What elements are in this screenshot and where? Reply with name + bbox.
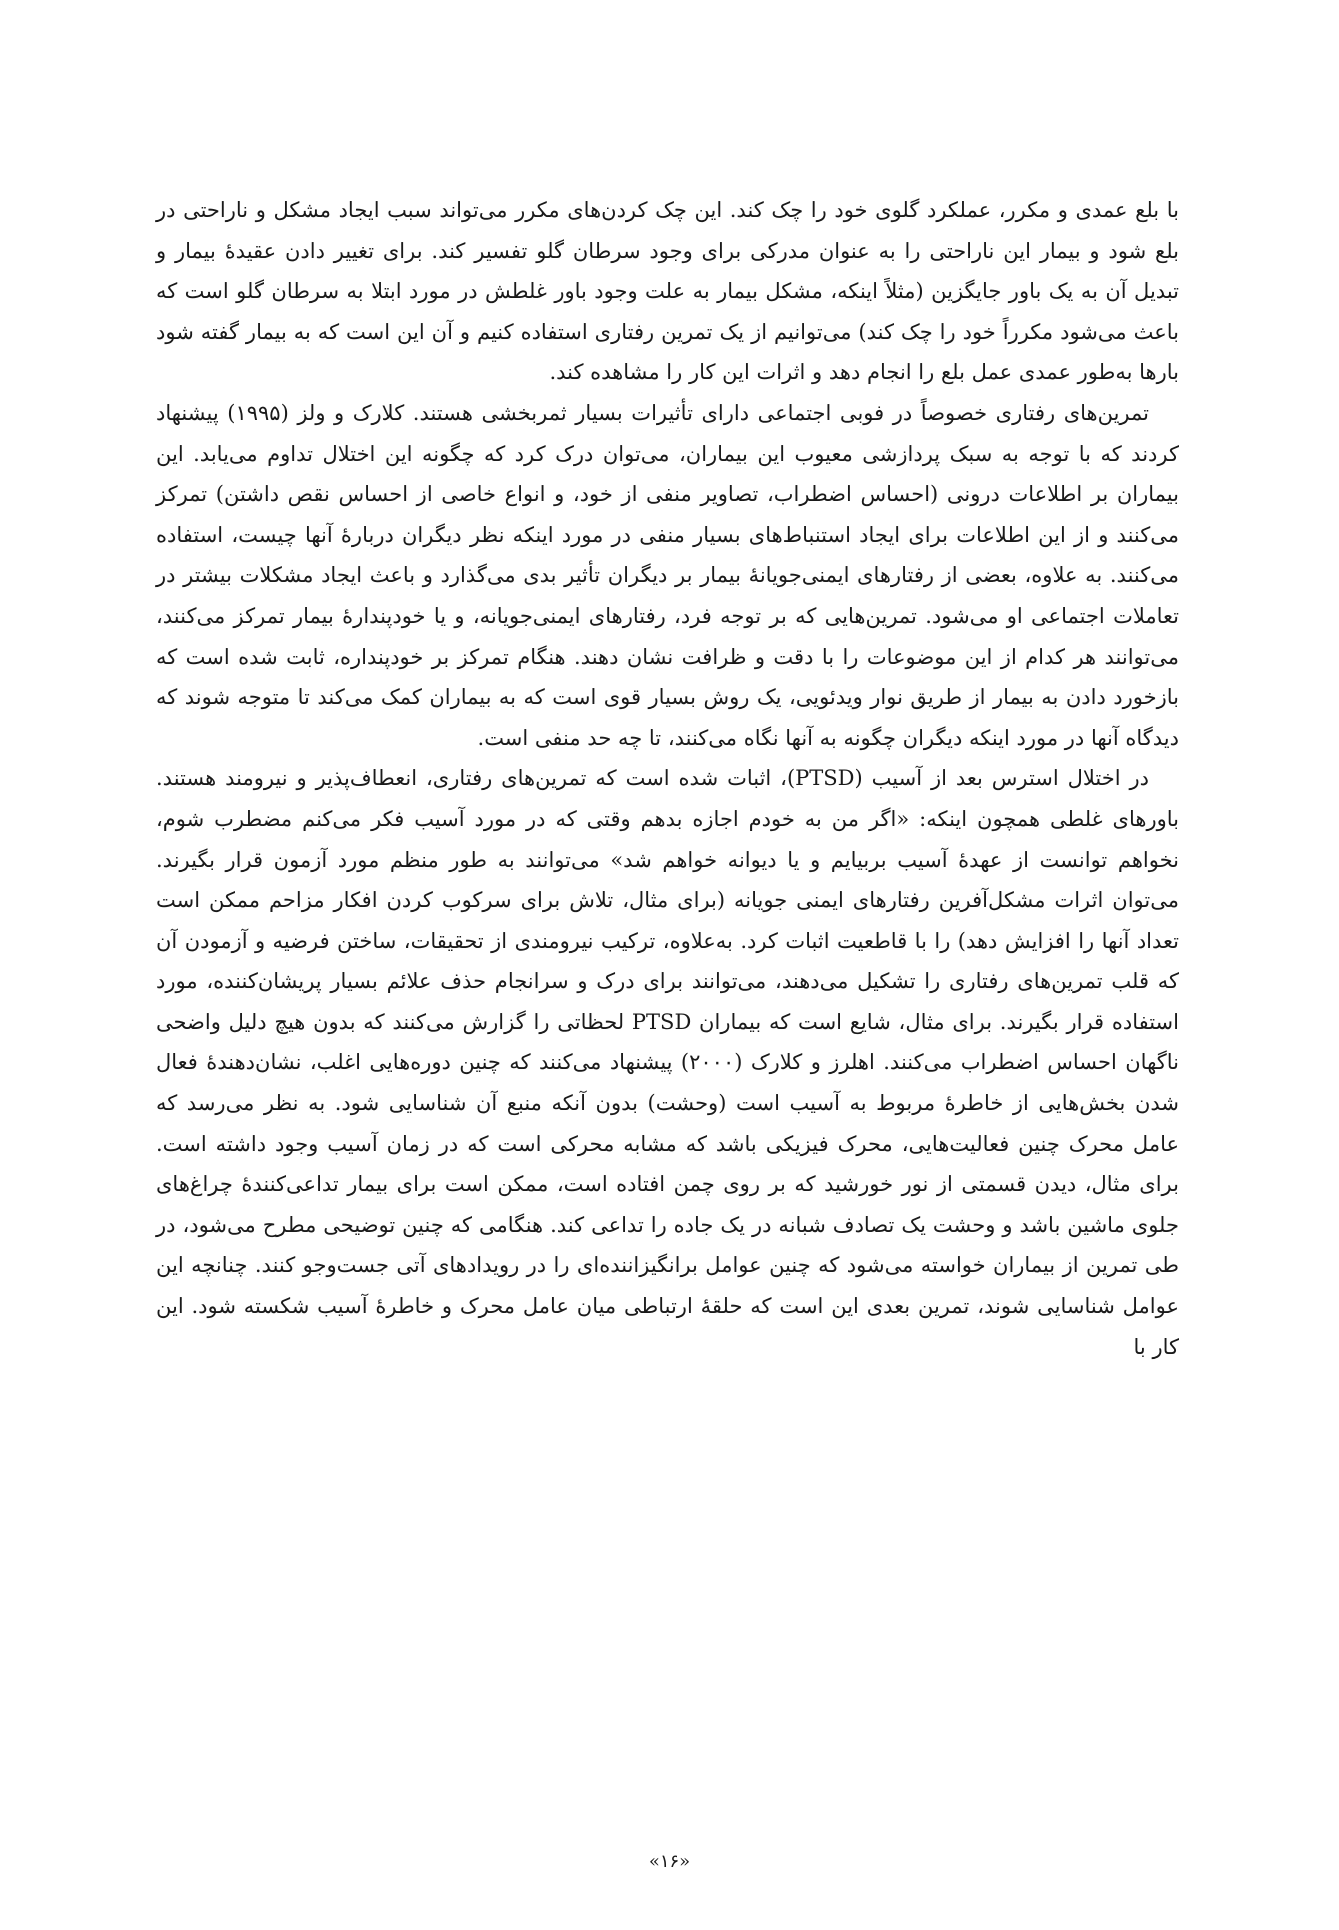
paragraph-ptsd: در اختلال استرس بعد از آسیب (PTSD)، اثبات شده است که تمرین‌های رفتاری، انعطاف‌پذیر و نیرومند هستند. باورهای غلطی همچون اینکه: «اگر من به خودم اجازه بدهم وقتی که در مورد آسیب فکر می‌کنم مضطرب شوم، نخواهم توانست از عهدهٔ آسیب بربیایم و یا دیوانه خواهم شد» می‌توانند به طور منظم مورد آزمون قرار بگیرند. می‌توان اثرات مشکل‌آفرین رفتارهای ایمنی جویانه (برای مثال، تلاش برای سرکوب کردن افکار مزاحم ممکن است تعداد آنها را افزایش دهد) را با قاطعیت اثبات کرد. به‌علاوه، ترکیب نیرومندی از تحقیقات، ساختن فرضیه و آزمودن آن که قلب تمرین‌های رفتاری را تشکیل می‌دهند، می‌توانند برای درک و سرانجام حذف علائم بسیار پریشان‌کننده، مورد استفاده قرار بگیرند. برای مثال، شایع است که بیماران PTSD لحظاتی را گزارش می‌کنند که بدون هیچ دلیل واضحی ناگهان احساس اضطراب می‌کنند. اهلرز و کلارک (۲۰۰۰) پیشنهاد می‌کنند که چنین دوره‌هایی اغلب، نشان‌دهندهٔ فعال شدن بخش‌هایی از خاطرهٔ مربوط به آسیب است (وحشت) بدون آنکه منبع آن شناسایی شود. به نظر می‌رسد که عامل محرک چنین فعالیت‌هایی، محرک فیزیکی باشد که مشابه محرکی است که در زمان آسیب وجود داشته است. برای مثال، دیدن قسمتی از نور خورشید که بر روی چمن افتاده است، ممکن است برای بیمار تداعی‌کنندهٔ چراغ‌های جلوی ماشین باشد و وحشت یک تصادف شبانه در یک جاده را تداعی کند. هنگامی که چنین توضیحی مطرح می‌شود، در طی تمرین از بیماران خواسته می‌شود که چنین عوامل برانگیزاننده‌ای را در رویدادهای آتی جست‌وجو کنند. چنانچه این عوامل شناسایی شوند، تمرین بعدی این است که حلقهٔ ارتباطی میان عامل محرک و خاطرهٔ آسیب شکسته شود. این کار با xyxy=(156,766,1179,1359)
paragraph-social-phobia: تمرین‌های رفتاری خصوصاً در فوبی اجتماعی دارای تأثیرات بسیار ثمربخشی هستند. کلارک و ولز (۱۹۹۵) پیشنهاد کردند که با توجه به سبک پردازشی معیوب این بیماران، می‌توان درک کرد که چگونه این اختلال تداوم می‌یابد. این بیماران بر اطلاعات درونی (احساس اضطراب، تصاویر منفی از خود، و انواع خاصی از احساس نقص داشتن) تمرکز می‌کنند و از این اطلاعات برای ایجاد استنباط‌های بسیار منفی در مورد اینکه نظر دیگران دربارهٔ آنها چیست، استفاده می‌کنند. به علاوه، بعضی از رفتارهای ایمنی‌جویانهٔ بیمار بر دیگران تأثیر بدی می‌گذارد و باعث ایجاد مشکلات بیشتر در تعاملات اجتماعی او می‌شود. تمرین‌هایی که بر توجه فرد، رفتارهای ایمنی‌جویانه، و یا خودپندارهٔ بیمار تمرکز می‌کنند، می‌توانند هر کدام از این موضوعات را با دقت و ظرافت نشان دهند. هنگام تمرکز بر خودپنداره، ثابت شده است که بازخورد دادن به بیمار از طریق نوار ویدئویی، یک روش بسیار قوی است که به بیماران کمک می‌کند تا متوجه شوند که دیدگاه آنها در مورد اینکه دیگران چگونه به آنها نگاه می‌کنند، تا چه حد منفی است. xyxy=(156,400,1179,750)
page-number: «۱۶» xyxy=(648,1851,691,1872)
paragraph-swallowing-exercise: با بلع عمدی و مکرر، عملکرد گلوی خود را چک کند. این چک کردن‌های مکرر می‌تواند سبب ایجاد مشکل و ناراحتی در بلع شود و بیمار این ناراحتی را به عنوان مدرکی برای وجود سرطان گلو تفسیر کند. برای تغییر دادن عقیدهٔ بیمار و تبدیل آن به یک باور جایگزین (مثلاً اینکه، مشکل بیمار به علت وجود باور غلطش در مورد ابتلا به سرطان گلو است که باعث می‌شود مکرراً خود را چک کند) می‌توانیم از یک تمرین رفتاری استفاده کنیم و آن این است که به بیمار گفته شود بارها به‌طور عمدی عمل بلع را انجام دهد و اثرات این کار را مشاهده کند. xyxy=(156,198,1179,385)
body-text xyxy=(156,190,1179,1367)
